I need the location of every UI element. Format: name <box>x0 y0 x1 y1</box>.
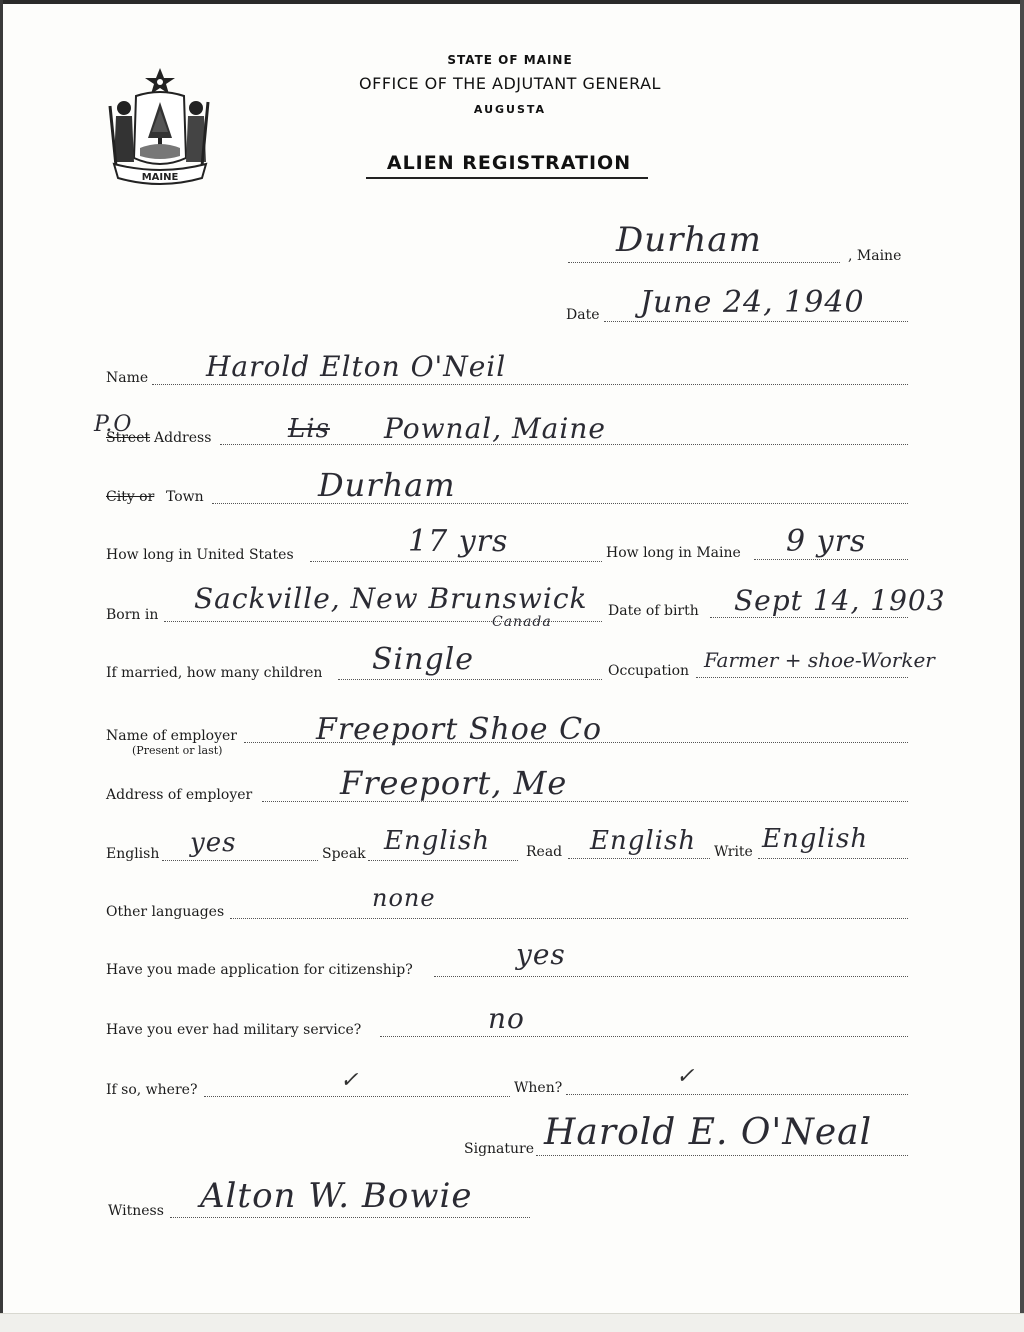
citizenship-value: yes <box>516 938 566 971</box>
born-in-value: Sackville, New Brunswick <box>194 582 588 615</box>
name-label: Name <box>106 370 149 386</box>
citizenship-label: Have you made application for citizenship? <box>106 962 413 978</box>
scan-edge-right <box>1020 0 1024 1332</box>
form-title: ALIEN REGISTRATION <box>386 152 632 174</box>
signature-value: Harold E. O'Neal <box>544 1112 873 1153</box>
scan-edge-left <box>0 0 3 1332</box>
signature-label: Signature <box>464 1141 535 1157</box>
street-label: Street <box>106 430 151 446</box>
when-check-mark: ✓ <box>676 1064 695 1089</box>
if-so-where-label: If so, where? <box>106 1082 198 1098</box>
scan-edge-bottom <box>0 1313 1024 1332</box>
military-value: no <box>488 1002 525 1035</box>
header-city: AUGUSTA <box>473 103 547 116</box>
employer-note: (Present or last) <box>132 744 223 757</box>
name-line <box>152 384 908 385</box>
date-value: June 24, 1940 <box>640 285 865 320</box>
how-long-us-line <box>310 561 602 562</box>
city-or-label: City or <box>106 489 155 505</box>
employer-value: Freeport Shoe Co <box>316 712 603 747</box>
street-prefix: P.O <box>94 412 133 437</box>
born-in-label: Born in <box>106 607 159 623</box>
date-of-birth-line <box>710 617 908 618</box>
employer-label: Name of employer <box>106 728 237 744</box>
write-label: Write <box>714 844 753 860</box>
town-label: Town <box>166 489 204 505</box>
when-label: When? <box>514 1080 563 1096</box>
occupation-label: Occupation <box>608 663 690 679</box>
header-office: OFFICE OF THE ADJUTANT GENERAL <box>359 74 661 93</box>
children-line <box>338 679 602 680</box>
write-value: English <box>762 824 869 854</box>
speak-line <box>368 860 518 861</box>
born-in-country-value: Canada <box>492 614 552 630</box>
when-line <box>566 1094 908 1095</box>
how-long-us-value: 17 yrs <box>408 524 509 559</box>
witness-line <box>170 1217 530 1218</box>
read-label: Read <box>526 844 563 860</box>
other-languages-line <box>230 918 908 919</box>
name-value: Harold Elton O'Neil <box>206 350 507 383</box>
state-seal-icon <box>106 66 214 190</box>
date-of-birth-label: Date of birth <box>608 603 699 619</box>
occupation-value: Farmer + shoe-Worker <box>704 648 935 672</box>
scan-edge-top <box>0 0 1024 4</box>
town-header-value: Durham <box>616 220 762 260</box>
employer-address-value: Freeport, Me <box>340 764 568 802</box>
seal-text: MAINE <box>141 172 179 183</box>
town-value: Durham <box>318 466 456 504</box>
if-so-where-line <box>204 1096 510 1097</box>
military-line <box>380 1036 908 1037</box>
english-line <box>162 860 318 861</box>
maine-label: , Maine <box>848 248 902 264</box>
town-line <box>212 503 908 504</box>
children-value: Single <box>372 642 475 677</box>
read-line <box>568 858 710 859</box>
other-languages-label: Other languages <box>106 904 225 920</box>
write-line <box>758 858 908 859</box>
how-long-maine-line <box>754 559 908 560</box>
address-label: Address <box>154 430 212 446</box>
how-long-maine-label: How long in Maine <box>606 545 741 561</box>
date-label: Date <box>566 307 600 323</box>
how-long-maine-value: 9 yrs <box>786 524 867 559</box>
witness-value: Alton W. Bowie <box>200 1176 473 1216</box>
title-underline <box>366 177 648 179</box>
date-of-birth-value: Sept 14, 1903 <box>734 584 946 617</box>
signature-line <box>536 1155 908 1156</box>
english-label: English <box>106 846 160 862</box>
speak-label: Speak <box>322 846 366 862</box>
children-label: If married, how many children <box>106 665 323 681</box>
witness-label: Witness <box>108 1203 164 1219</box>
speak-value: English <box>384 826 491 856</box>
how-long-us-label: How long in United States <box>106 547 294 563</box>
address-value: Pownal, Maine <box>384 412 606 445</box>
address-struck-value: Lis <box>288 414 330 444</box>
employer-address-label: Address of employer <box>106 787 253 803</box>
military-label: Have you ever had military service? <box>106 1022 362 1038</box>
english-value: yes <box>190 828 237 858</box>
where-check-mark: ✓ <box>340 1068 359 1093</box>
header-state: STATE OF MAINE <box>447 53 573 67</box>
date-line <box>604 321 908 322</box>
occupation-line <box>696 677 908 678</box>
town-header-line <box>568 262 840 263</box>
read-value: English <box>590 826 697 856</box>
other-languages-value: none <box>372 884 436 912</box>
citizenship-line <box>434 976 908 977</box>
